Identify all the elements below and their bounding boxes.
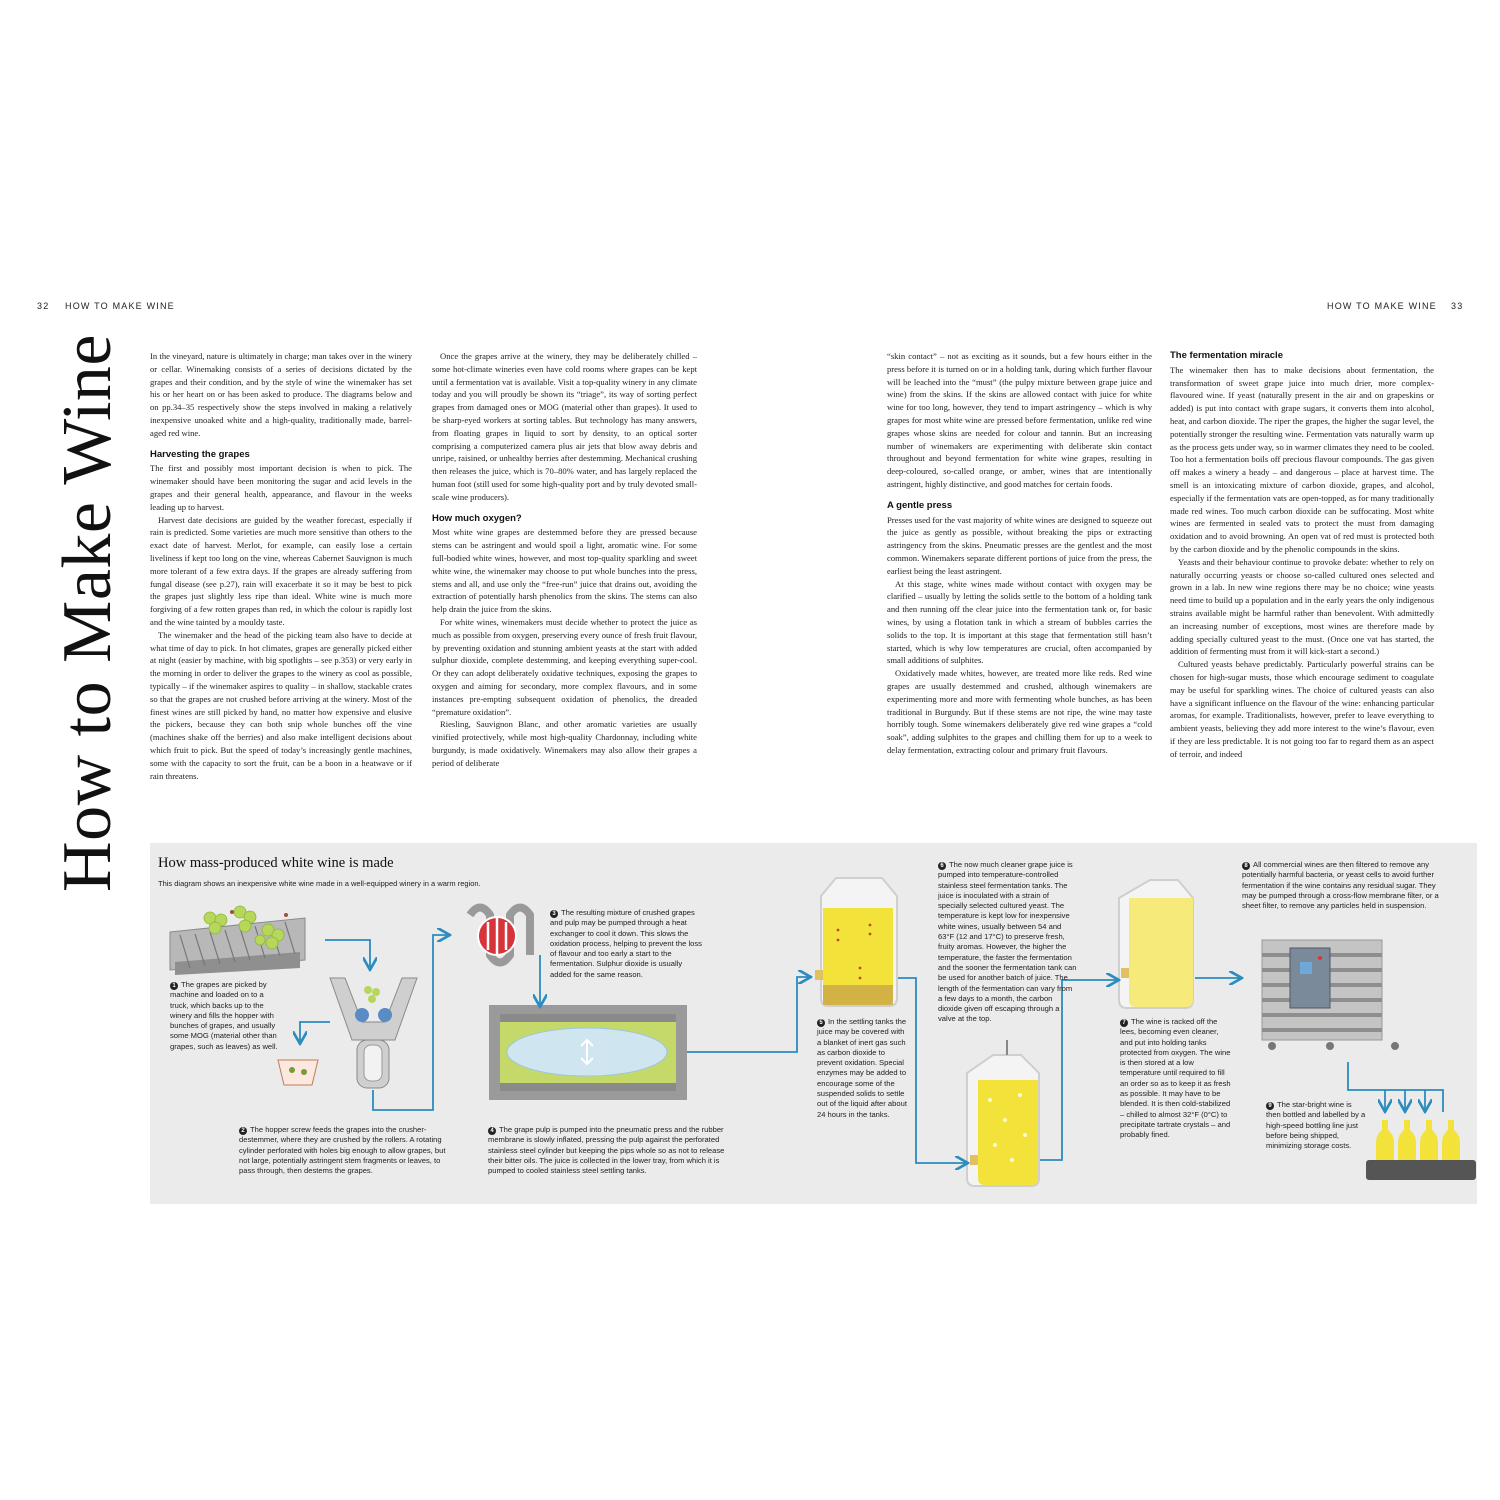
page-number-right: 33 bbox=[1451, 301, 1464, 311]
caption-step-1 bbox=[170, 980, 280, 1052]
step-number-badge: 6 bbox=[938, 862, 946, 870]
paragraph: “skin contact” – not as exciting as it sounds, but a few hours either in the press before it is turned on or in a holding tank, during which further flavour will be leached into the “must” (the pulpy mixture between grape juice and wine) from the skins. If the skins are allowed contact with juice for white wine for too long, however, they tend to impart astringency – which is why grapes for most white wine are pressed before fermentation, unlike red wine grapes whose skins are needed for colour and tannin. But an increasing number of winemakers are experimenting with deliberate skin contact throughout and beyond fermentation for white wine grapes, resulting in deep-coloured, so-called orange, or amber, wines that are intentionally astringent, highly distinctive, and good matches for certain foods. bbox=[887, 351, 1152, 489]
paragraph: Yeasts and their behaviour continue to provoke debate: whether to rely on naturally occurring yeasts or choose so-called cultured ones selected and grown in a lab. In new wine regions there may be no choice; wine yeasts need time to build up a population and in the early years the only indigenous strains available might be harmful rather than benevolent. With admittedly an increasing number of exceptions, most wines are therefore made by adding specially cultured yeast to the must. (Once one vat has started, the addition of fermenting must from it will kick-start a second.) bbox=[1170, 556, 1434, 657]
step-number-badge: 4 bbox=[488, 1127, 496, 1135]
caption-step-3 bbox=[550, 908, 705, 980]
step-number-badge: 1 bbox=[170, 982, 178, 990]
paragraph: Harvest date decisions are guided by the weather forecast, especially if rain is predicted. Some varieties are much more sensitive than others to the exact date of harvest. Merlot, for example, can easily lose a certain liveliness if kept too long on the vine, whereas Cabernet Sauvignon is much more tolerant of a few extra days. If the grapes are already suffering from fungal disease (see p.27), rain will exacerbate it so it may be best to pick the grapes just slightly less ripe than ideal. White wine is much more forgiving of a few rotten grapes than red, in which the colour is rapidly lost and the wine tainted by a mouldy taste. bbox=[150, 514, 412, 627]
caption-step-6 bbox=[938, 860, 1078, 1025]
running-title-right: HOW TO MAKE WINE bbox=[1327, 301, 1437, 311]
pneumatic-press-illustration bbox=[489, 1005, 687, 1100]
paragraph: The winemaker and the head of the picking team also have to decide at what time of day to pick. In hot climates, grapes are generally picked either at night (easier by machine, with big spotlights – see p.353) or very early in the morning in order to deliver the grapes to the winery as cool as possible, typically – if the winemaker aspires to quality – in shallow, stackable crates so that the grapes are not crushed before arriving at the winery. Most of the finest wines are still picked by hand, no matter how expensive and elusive the pickers, because they can both snip whole bunches off the vine (machines shake off the berries) and also make intelligent decisions about which fruit to pick. But the speed of today’s increasingly gentle machines, some with the capacity to sort the fruit, can be a boon in a heatwave or if rain threatens. bbox=[150, 629, 412, 781]
step-number-badge: 2 bbox=[239, 1127, 247, 1135]
grape-truck-illustration bbox=[170, 906, 305, 975]
heading-oxygen: How much oxygen? bbox=[432, 512, 522, 524]
caption-step-8 bbox=[1242, 860, 1452, 911]
paragraph: For white wines, winemakers must decide whether to protect the juice as much as possible from oxygen, preserving every ounce of fresh fruit flavour, by preventing oxidation and stunning ambient yeasts at the start with added sulphur dioxide, complete destemming, and keeping everything super-cool. Or they can adopt deliberately oxidative techniques, exposing the grapes to oxygen and aiming for secondary, more complex flavours, and in some instances pre-empting subsequent oxidation of phenolics, the dreaded “premature oxidation”. bbox=[432, 616, 697, 717]
step-number-badge: 8 bbox=[1242, 862, 1250, 870]
paragraph: Riesling, Sauvignon Blanc, and other aromatic varieties are usually vinified protectively, while most high-quality Chardonnay, including white burgundy, is made oxidatively. Winemakers may also allow their grapes a period of deliberate bbox=[432, 719, 697, 768]
paragraph: Most white wine grapes are destemmed before they are pressed because stems can be astringent and would spoil a light, aromatic wine. For some full-bodied white wines, however, and most top-quality sparkling and sweet white wine, the winemaker may choose to put whole bunches into the press, stems and all, and use only the “free-run” juice that drains out, avoiding the extraction of potentially harsh phenolics from the skins. The stems can also help drain the juice from the skins. bbox=[432, 527, 697, 615]
caption-text: The now much cleaner grape juice is pumped into temperature-controlled stainless steel fermentation tanks. The juice is inoculated with a strain of specially selected cultured yeast. The temperature is kept low for inexpensive white wines, usually between 54 and 63°F (12 and 17°C) to preserve fresh, fruity aromas. However, the higher the temperature, the faster the fermentation and the sooner the fermentation tank can be used for another batch of juice. The length of the fermentation can vary from a few days to a month, the carbon dioxide given off escaping through a valve at the top. bbox=[938, 860, 1077, 1024]
step-number-badge: 7 bbox=[1120, 1019, 1128, 1027]
bottling-line-illustration bbox=[1366, 1120, 1476, 1180]
caption-text: All commercial wines are then filtered to remove any potentially harmful bacteria, or yeast cells to avoid further fermentation if the wine contains any residual sugar. They may be pumped through a cross-flow membrane filter, or a sheet filter, to remove any particles held in suspension. bbox=[1242, 860, 1439, 911]
heading-fermentation: The fermentation miracle bbox=[1170, 350, 1283, 361]
caption-step-7 bbox=[1120, 1017, 1232, 1141]
hopper-destemmer-illustration bbox=[278, 978, 417, 1088]
step-number-badge: 3 bbox=[550, 910, 558, 918]
caption-text: In the settling tanks the juice may be covered with a blanket of inert gas such as carbon dioxide to prevent oxidation. Special enzymes may be added to encourage some of the suspended solids to settle out of the liquid after about 24 hours in the tanks. bbox=[817, 1017, 907, 1119]
caption-text: The hopper screw feeds the grapes into the crusher-destemmer, where they are crushed by the rollers. A rotating cylinder perforated with holes big enough to allow grapes, but not large, potentially astringent stem fragments or leaves, to pass through, then destems the grapes. bbox=[239, 1125, 446, 1176]
heading-gentle-press: A gentle press bbox=[887, 499, 953, 511]
paragraph: The first and possibly most important decision is when to pick. The winemaker should have been monitoring the sugar and acid levels in the grapes and their general health, appearance, and flavour in the weeks leading up to harvest. bbox=[150, 463, 412, 512]
paragraph: Cultured yeasts behave predictably. Particularly powerful strains can be chosen for high-sugar musts, those which encourage sediment to coagulate may be useful for sparkling wines. The choice of cultured yeasts can also have a significant influence on the flavour of the wine: enhancing particular aromas, for example. Traditionalists, however, prefer to leave everything to ambient yeasts, believing they add more interest to the wine’s flavour, even if they are less predictable. It is not going too far to regard them as an aspect of terroir, and indeed bbox=[1170, 659, 1434, 759]
fermentation-tank-illustration bbox=[967, 1040, 1039, 1186]
caption-step-2 bbox=[239, 1125, 457, 1176]
step-number-badge: 5 bbox=[817, 1019, 825, 1027]
page-number-left: 32 bbox=[37, 301, 50, 311]
holding-tank-illustration bbox=[1119, 880, 1193, 1008]
caption-text: The grapes are picked by machine and loaded on to a truck, which backs up to the winery and fills the hopper with bunches of grapes, and usually some MOG (material other than grapes, such as leaves) as well. bbox=[170, 980, 278, 1051]
caption-text: The star-bright wine is then bottled and labelled by a high-speed bottling line just before being shipped, minimizing storage costs. bbox=[1266, 1100, 1366, 1151]
running-title-left: HOW TO MAKE WINE bbox=[65, 301, 175, 311]
chapter-title-text: How to Make Wine bbox=[49, 333, 126, 892]
paragraph: Once the grapes arrive at the winery, they may be deliberately chilled – some hot-climate wineries even have cold rooms where grapes can be kept until a fermentation vat is available. Visit a top-quality winery in any climate today and you will proudly be shown its “triage”, its way of sorting perfect grapes from damaged ones or MOG (material other than grapes). It used to be sharp-eyed workers at sorting tables. But technology has many answers, from floating grapes in liquid to sort by density, to an optical sorter comprising a computerized camera plus air jets that blow away debris and unripe, raisined, or unhealthy berries after destemming. Mechanical crushing then releases the juice, which is 70–80% water, and has largely replaced the human foot (still used for some high-quality port and by truly devoted small-scale wine producers). bbox=[432, 351, 697, 502]
intro-paragraph: In the vineyard, nature is ultimately in charge; man takes over in the winery or cellar. Winemaking consists of a series of decisions dictated by the grapes and their condition, and by the style of wine the winemaker has set his or her heart on or has been asked to produce. The diagrams below and on pp.34–35 respectively show the steps involved in making a relatively inexpensive unoaked white and a high-quality, traditionally made, barrel-aged red wine. bbox=[150, 351, 412, 438]
caption-step-9 bbox=[1266, 1100, 1366, 1151]
diagram-subtitle: This diagram shows an inexpensive white wine made in a well-equipped winery in a warm region. bbox=[158, 879, 481, 888]
paragraph: Oxidatively made whites, however, are treated more like reds. Red wine grapes are usually destemmed and crushed, although winemakers are experimenting more and more with fermenting whole bunches, as has been traditional in Burgundy. But if these stems are not ripe, the wine may taste horribly tough. Some winemakers deliberately give red wine grapes a “cold soak”, adding sulphites to the grapes and chilling them for up to a week to delay fermentation, extracting colour and primary fruit flavours. bbox=[887, 668, 1152, 755]
paragraph: The winemaker then has to make decisions about fermentation, the transformation of sweet grape juice into much drier, more complex-flavoured wine. If yeast (naturally present in the air and on grapeskins or added) is put into contact with grape sugars, it converts them into alcohol, heat, and carbon dioxide. The riper the grapes, the higher the sugar level, the potentially stronger the resulting wine. Fermentation vats naturally warm up as the process gets under way, so in warmer climates they need to be cooled. Too hot a fermentation boils off precious flavour compounds. The gas given off makes a winery a heady – and dangerous – place at harvest time. The smell is an intoxicating mixture of carbon dioxide, grapes, and alcohol, especially if the fermentation vats are open-topped, as for many traditionally made red wines. Too much carbon dioxide can be suffocating. Most white wines are fermented in sealed vats to protect the must from damaging oxidation and to avoid browning. An open vat of red must is protected both by the carbon dioxide and by the phenolic compounds in the skins. bbox=[1170, 364, 1434, 554]
caption-text: The resulting mixture of crushed grapes and pulp may be pumped through a heat exchanger to cool it down. This slows the oxidation process, helping to prevent the loss of flavour and too early a start to the fermentation. Sulphur dioxide is usually added for the same reason. bbox=[550, 908, 702, 979]
caption-step-4 bbox=[488, 1125, 735, 1176]
step-number-badge: 9 bbox=[1266, 1102, 1274, 1110]
caption-step-5 bbox=[817, 1017, 907, 1120]
diagram-title: How mass-produced white wine is made bbox=[158, 855, 394, 871]
settling-tank-illustration bbox=[815, 878, 897, 1006]
paragraph: At this stage, white wines made without contact with oxygen may be clarified – usually by letting the solids settle to the bottom of a holding tank and then running off the clear juice into the fermentation tank or, for basic wines, by using a flotation tank in which a stream of bubbles carries the solids to the top. It is important at this stage that fermentation still hasn’t started, which is why low temperatures are crucial, often accompanied by small additions of sulphites. bbox=[887, 578, 1152, 666]
paragraph: Presses used for the vast majority of white wines are designed to squeeze out the juice as gently as possible, without breaking the pips or extracting astringency from the skins. Pneumatic presses are the gentlest and the most common. Winemakers separate different portions of juice from the press, the earliest being the least astringent. bbox=[887, 514, 1152, 576]
filter-illustration bbox=[1262, 940, 1399, 1050]
heat-exchanger-illustration bbox=[470, 908, 530, 963]
heading-harvesting: Harvesting the grapes bbox=[150, 448, 250, 460]
caption-text: The wine is racked off the lees, becoming even cleaner, and put into holding tanks protected from oxygen. The wine is then stored at a low temperature until required to fill an order so as to keep it as fresh as possible. It may have to be blended. It is then cold-stabilized – chilled to almost 32°F (0°C) to precipitate tartrate crystals – and probably fined. bbox=[1120, 1017, 1231, 1140]
caption-text: The grape pulp is pumped into the pneumatic press and the rubber membrane is slowly inflated, pressing the pulp against the perforated stainless steel cylinder but keeping the pips whole so as not to release their bitter oils. The juice is collected in the lower tray, from which it is pumped to cooled stainless steel settling tanks. bbox=[488, 1125, 725, 1176]
